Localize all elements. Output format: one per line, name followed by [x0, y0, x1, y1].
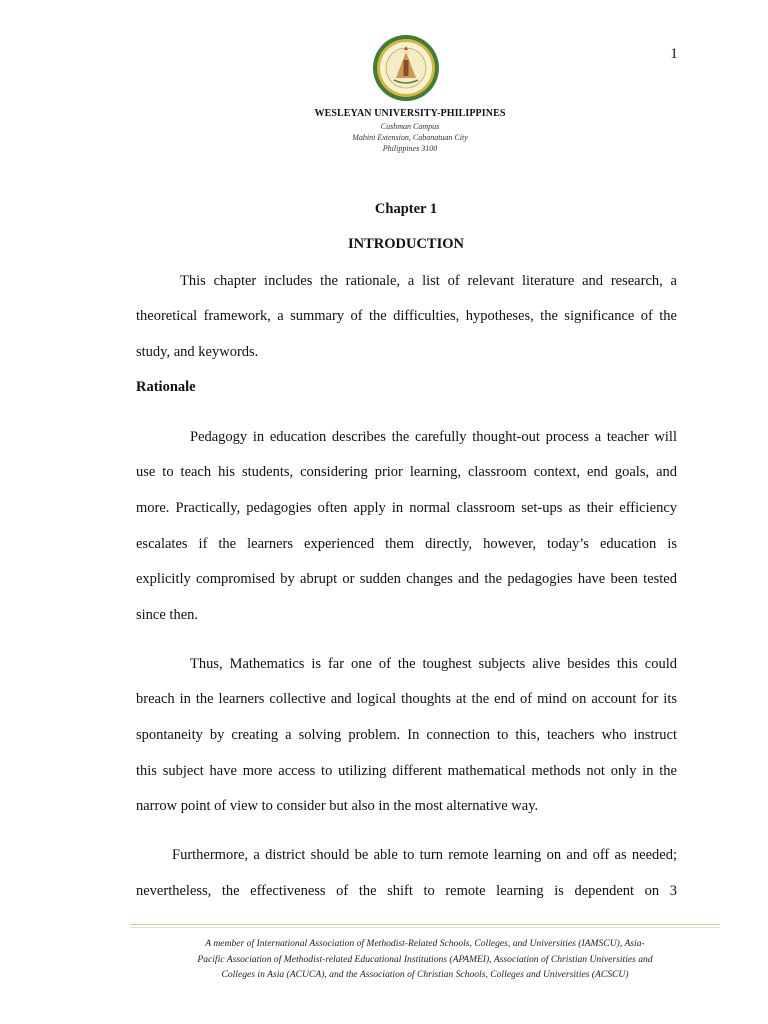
page-number: 1 — [670, 46, 678, 62]
address-line: Cushman Campus — [380, 122, 440, 131]
section-heading: Rationale — [136, 379, 196, 395]
university-seal-logo — [372, 34, 440, 102]
footer-text — [130, 936, 720, 983]
paragraph-line: explicitly compromised by abrupt or sudden changes and the pedagogies have been tested — [136, 571, 677, 587]
chapter-label: Chapter 1 — [374, 201, 438, 217]
paragraph-line: since then. — [136, 607, 199, 623]
paragraph-line: narrow point of view to consider but also in the most alternative way. — [136, 798, 539, 814]
footer-rule — [130, 924, 720, 925]
address-line: Philippines 3100 — [382, 144, 438, 153]
paragraph-line: this subject have more access to utilizing different mathematical methods not only in the — [136, 763, 677, 779]
paragraph-line: Thus, Mathematics is far one of the toughest subjects alive besides this could — [190, 656, 677, 672]
paragraph-line: study, and keywords. — [136, 344, 259, 360]
paragraph-line: breach in the learners collective and logical thoughts at the end of mind on account for its — [136, 691, 677, 707]
paragraph-line: nevertheless, the effectiveness of the shift to remote learning is dependent on 3 — [136, 883, 677, 899]
footer — [130, 924, 720, 986]
paragraph-line: theoretical framework, a summary of the difficulties, hypotheses, the significance of the — [136, 308, 677, 324]
university-name: WESLEYAN UNIVERSITY-PHILIPPINES — [314, 108, 506, 119]
footer-line: A member of International Association of Methodist-Related Schools, Colleges, and Universities (IAMSCU), Asia- — [205, 938, 645, 949]
footer-line: Colleges in Asia (ACUCA), and the Association of Christian Schools, Colleges and Universities (ACSCU) — [221, 969, 629, 980]
paragraph-line: spontaneity by creating a solving problem. In connection to this, teachers who instruct — [136, 727, 677, 743]
chapter-title: INTRODUCTION — [347, 236, 464, 252]
address-line: Mabini Extension, Cabanatuan City — [352, 133, 468, 142]
paragraph-line: use to teach his students, considering prior learning, classroom context, end goals, and — [136, 464, 677, 480]
paragraph-line: Furthermore, a district should be able to turn remote learning on and off as needed; — [172, 847, 677, 863]
footer-rule — [130, 927, 720, 928]
paragraph-line: escalates if the learners experienced them directly, however, today’s education is — [136, 536, 677, 552]
footer-line: Pacific Association of Methodist-related Educational Institutions (APAMEI), Association of Christian Universities and — [197, 953, 653, 965]
paragraph-line: Pedagogy in education describes the carefully thought-out process a teacher will — [190, 429, 677, 445]
letterhead — [234, 26, 586, 162]
paragraph-line: more. Practically, pedagogies often apply in normal classroom set-ups as their efficiency — [136, 500, 677, 516]
paragraph-line: This chapter includes the rationale, a list of relevant literature and research, a — [180, 273, 677, 289]
